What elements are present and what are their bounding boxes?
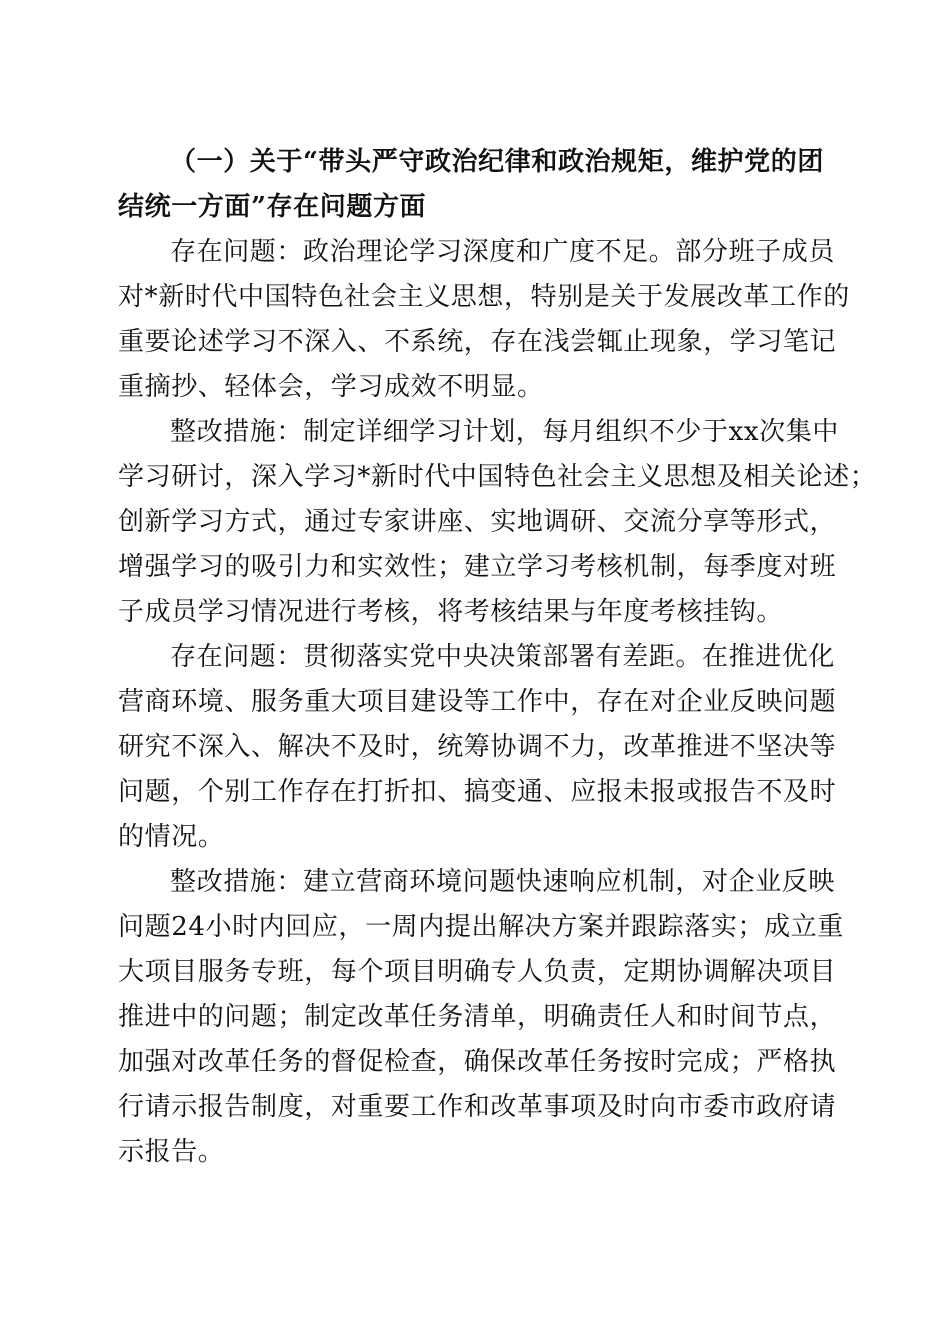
paragraph-line: 创新学习方式，通过专家讲座、实地调研、交流分享等形式， [118, 507, 837, 537]
paragraph-line: 增强学习的吸引力和实效性；建立学习考核机制，每季度对班 [118, 552, 837, 582]
paragraph-line: 存在问题：政治理论学习深度和广度不足。部分班子成员 [170, 237, 836, 267]
paragraph-line: 整改措施：建立营商环境问题快速响应机制，对企业反映 [170, 867, 836, 897]
measures-paragraph-1 [118, 410, 877, 635]
paragraph-line: 示报告。 [118, 1137, 225, 1167]
paragraph-line: 问题24小时内回应，一周内提出解决方案并跟踪落实；成立重 [118, 912, 844, 942]
paragraph-line: 营商环境、服务重大项目建设等工作中，存在对企业反映问题 [118, 687, 837, 717]
paragraph-line: 的情况。 [118, 822, 225, 852]
paragraph-line: 推进中的问题；制定改革任务清单，明确责任人和时间节点， [118, 1002, 837, 1032]
problem-paragraph-2 [118, 635, 837, 860]
paragraph-line: 整改措施：制定详细学习计划，每月组织不少于xx次集中 [170, 417, 839, 447]
paragraph-line: 问题，个别工作存在打折扣、搞变通、应报未报或报告不及时 [118, 777, 837, 807]
paragraph-line: 重要论述学习不深入、不系统，存在浅尝辄止现象，学习笔记 [118, 327, 837, 357]
paragraph-line: 对*新时代中国特色社会主义思想，特别是关于发展改革工作的 [118, 282, 850, 312]
heading-line: （一）关于“带头严守政治纪律和政治规矩，维护党的团 [170, 147, 824, 177]
paragraph-line: 子成员学习情况进行考核，将考核结果与年度考核挂钩。 [118, 597, 784, 627]
problem-paragraph-1 [118, 230, 850, 410]
paragraph-line: 学习研讨，深入学习*新时代中国特色社会主义思想及相关论述； [118, 462, 877, 492]
document-body [118, 140, 877, 1175]
paragraph-line: 存在问题：贯彻落实党中央决策部署有差距。在推进优化 [170, 642, 836, 672]
paragraph-line: 研究不深入、解决不及时，统筹协调不力，改革推进不坚决等 [118, 732, 837, 762]
measures-paragraph-2 [118, 860, 844, 1175]
paragraph-line: 大项目服务专班，每个项目明确专人负责，定期协调解决项目 [118, 957, 837, 987]
paragraph-line: 行请示报告制度，对重要工作和改革事项及时向市委市政府请 [118, 1092, 837, 1122]
paragraph-line: 重摘抄、轻体会，学习成效不明显。 [118, 372, 544, 402]
paragraph-line: 加强对改革任务的督促检查，确保改革任务按时完成；严格执 [118, 1047, 837, 1077]
section-heading [118, 140, 830, 230]
heading-line: 结统一方面”存在问题方面 [118, 192, 427, 222]
